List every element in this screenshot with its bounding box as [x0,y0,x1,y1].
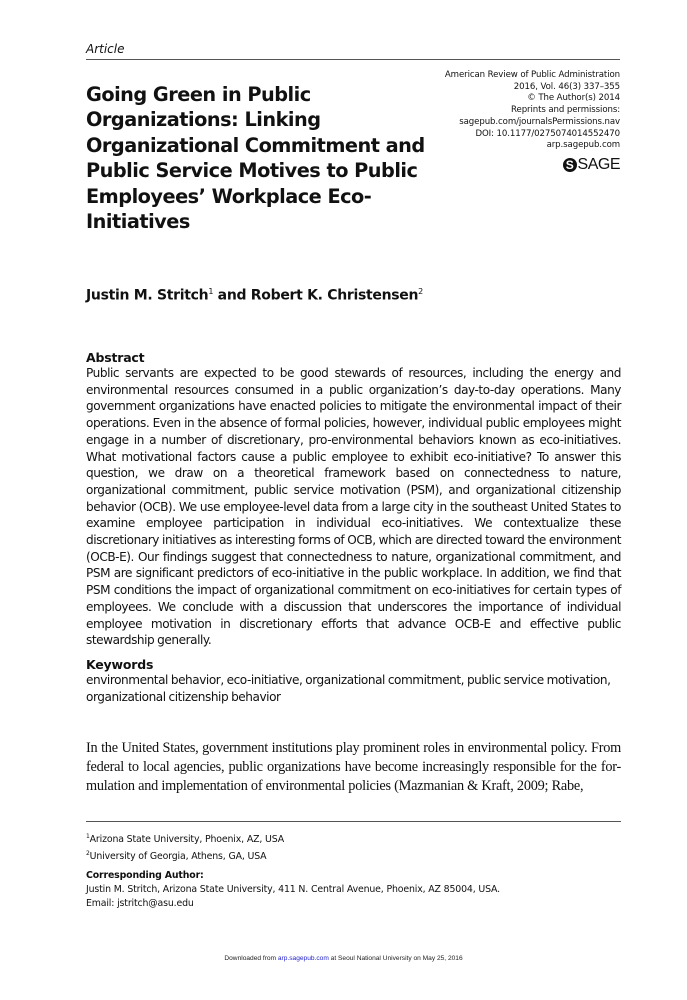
header-rule [86,59,620,60]
copyright: © The Author(s) 2014 [527,93,620,104]
affiliation-mark: 2 [418,287,423,296]
keywords-section [86,657,621,705]
journal-name: American Review of Public Administration [444,70,620,80]
download-suffix: at Seoul National University on May 25, 2016 [328,955,463,962]
reprints-label: Reprints and permissions: [511,105,620,116]
sage-logo [563,156,620,174]
affiliation-mark: 1 [208,287,214,296]
affiliation-item [86,830,284,847]
affiliation-item [86,847,284,864]
download-notice [0,955,687,962]
intro-paragraph: In the United States, government institutions play prominent roles in environmental policy. From federal to local agencies, public organizations have become increasingly responsible for the for-mulation and implementation of environmental policies (Mazmanian & Kraft, 2009; Rabe, [86,740,621,795]
affiliation-text: University of Georgia, Athens, GA, USA [89,851,267,863]
footnote-rule [86,821,621,822]
corresponding-author-address: Justin M. Stritch, Arizona State University, 411 N. Central Avenue, Phoenix, AZ 85004, USA. [86,883,500,895]
article-type-label: Article [86,42,125,56]
download-source-link[interactable]: arp.sagepub.com [277,955,329,962]
journal-info-block [445,70,620,152]
corresponding-author-label: Corresponding Author: [86,870,204,881]
download-prefix: Downloaded from [224,955,278,962]
author-list [86,287,423,304]
sage-logo-text: SAGE [577,156,620,173]
doi[interactable]: DOI: 10.1177/0275074014552470 [475,128,620,139]
abstract-text: Public servants are expected to be good stewards of resources, including the energy and environmental resources consumed in a public organization’s day-to-day operations. Many government organizations have enacted policies to mitigate the environmental impact of their operations. Even in the absence of formal policies, however, individual public employees might engage in a number of discretionary, pro-environmental behaviors known as eco-initiatives. What motivational factors cause a public employee to exhibit eco-initiative? To answer this question, we draw on a theoretical framework based on connectedness to nature, organizational commitment, public service motivation (PSM), and organizational citizenship behavior (OCB). We use employee-level data from a large city in the southeast United States to examine employee participation in individual eco-initiatives. We contextualize these discretionary initiatives as interesting forms of OCB, which are directed toward the environment (OCB-E). Our findings suggest that connectedness to nature, organizational commitment, and PSM are significant predictors of eco-initiative in the public workplace. In addition, we find that PSM conditions the impact of organizational commitment on eco-initiatives for certain types of employees. We conclude with a discussion that underscores the importance of individual employee motivation in discretionary efforts that advance OCB-E and effective public stewardship generally. [86,366,621,648]
author-separator: and [213,287,251,304]
corresponding-author-email[interactable]: Email: jstritch@asu.edu [86,897,194,909]
affiliation-text: Arizona State University, Phoenix, AZ, USA [89,834,284,846]
sage-circle-s-icon: S [563,158,577,172]
paper-title: Going Green in Public Organizations: Linking Organizational Commitment and Public Service Motives to Public Employees’ Workplace Eco-Initiatives [86,83,425,234]
affiliations-block [86,830,284,864]
author-name: Robert K. Christensen [250,287,419,304]
journal-url[interactable]: arp.sagepub.com [546,140,620,151]
affiliation-mark: 2 [86,850,90,858]
abstract-heading: Abstract [86,350,145,365]
keywords-heading: Keywords [86,657,154,672]
keywords-text: environmental behavior, eco-initiative, organizational commitment, public service motivation, organizational citizenship behavior [86,673,611,704]
journal-volume: 2016, Vol. 46(3) 337–355 [513,81,620,92]
author-name: Justin M. Stritch [86,287,209,304]
affiliation-mark: 1 [86,833,90,840]
abstract-section [86,350,621,649]
corresponding-author-block [86,869,500,910]
permissions-link[interactable]: sagepub.com/journalsPermissions.nav [459,116,620,127]
